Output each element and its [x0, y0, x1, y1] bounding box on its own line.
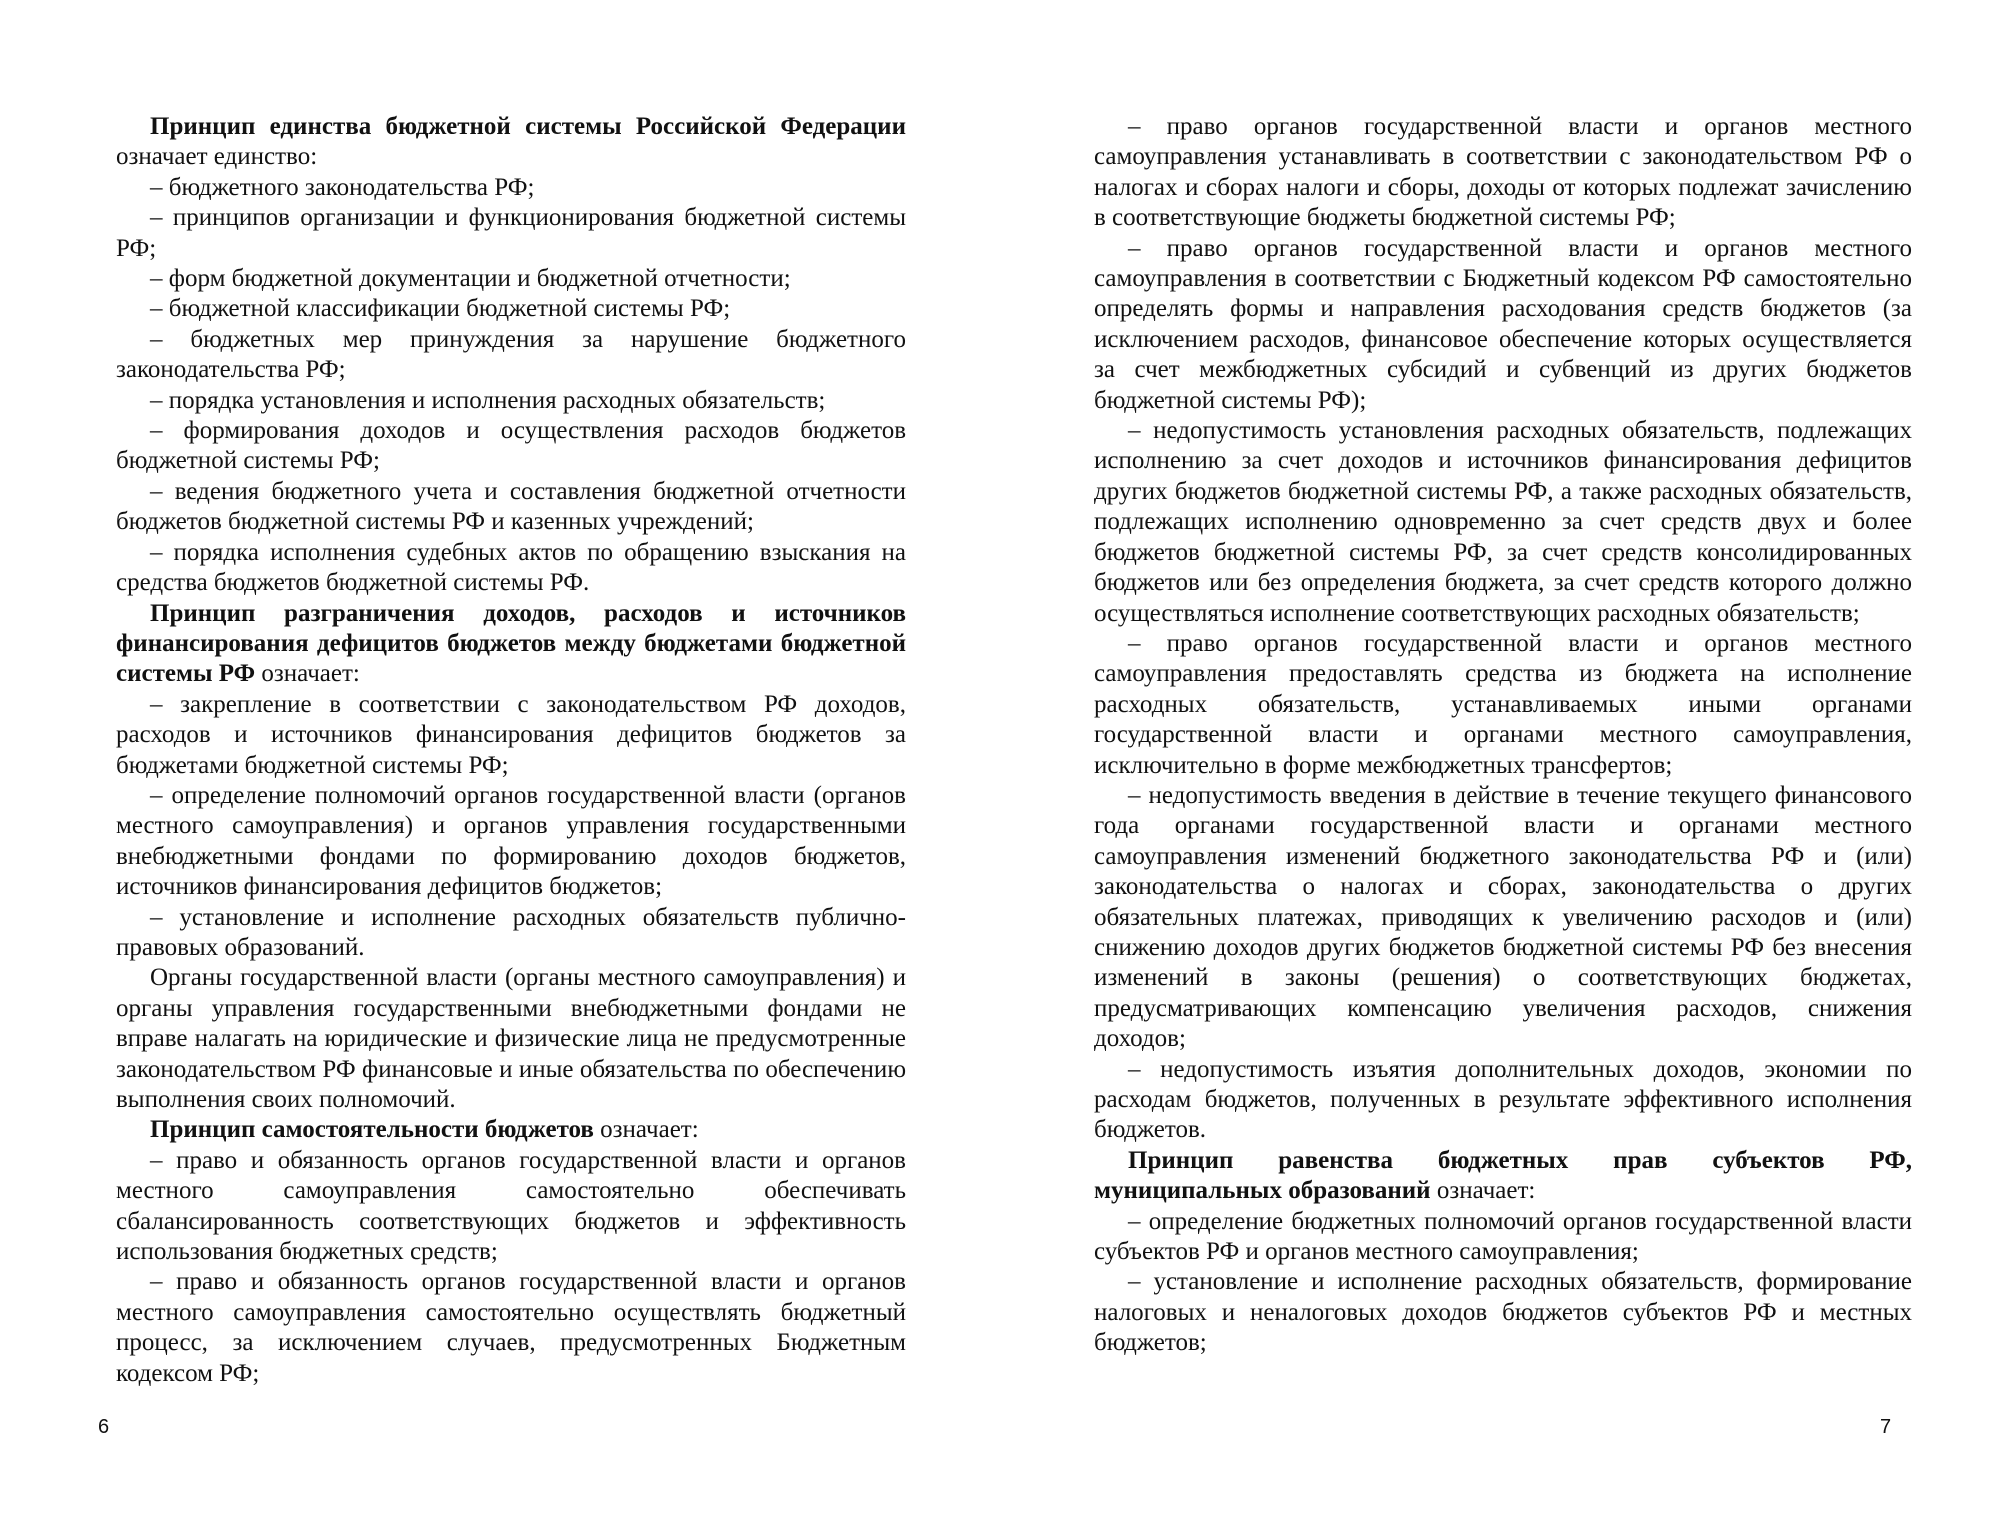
list-item: – право органов государственной власти и органов местного самоуправления устанавливать в соответствии с законодательством РФ о налогах и сборах налоги и сборы, доходы от которых подлежат зачислению в соответствующие бюджеты бюджетной системы РФ; — [1094, 113, 1912, 232]
paragraph: Принцип самостоятельности бюджетов означает: — [150, 1116, 699, 1144]
list-item: – недопустимость изъятия дополнительных доходов, экономии по расходам бюджетов, полученных в результате эффективного исполнения бюджетов. — [1094, 1055, 1912, 1144]
list-item: – недопустимость установления расходных обязательств, подлежащих исполнению за счет доходов и источников финансирования дефицитов других бюджетов бюджетной системы РФ, а также расходных обязательств, подлежащих исполнению одновременно за счет средств двух и более бюджетов бюджетной системы РФ, за счет средств консолидированных бюджетов или без определения бюджета, за счет средств которого должно осуществляться исполнение соответствующих расходных обязательств; — [1094, 417, 1912, 627]
list-item: – закрепление в соответствии с законодательством РФ доходов, расходов и источников финансирования дефицитов бюджетов за бюджетами бюджетной системы РФ; — [116, 690, 906, 779]
paragraph: Принцип равенства бюджетных прав субъектов РФ, муниципальных образований означает: — [1094, 1146, 1912, 1205]
list-item: – право органов государственной власти и органов местного самоуправления предоставлять средства из бюджета на исполнение расходных обязательств, устанавливаемых иными органами государственной власти и органами местного самоуправления, исключительно в форме межбюджетных трансфертов; — [1094, 629, 1912, 779]
bold-heading: Принцип равенства бюджетных прав субъектов РФ, муниципальных образований — [1094, 1146, 1912, 1205]
list-item: – бюджетной классификации бюджетной системы РФ; — [150, 295, 731, 323]
list-item: – принципов организации и функционирования бюджетной системы РФ; — [116, 204, 906, 262]
page-number-right: 7 — [1880, 1416, 1892, 1438]
list-item: – право и обязанность органов государственной власти и органов местного самоуправления самостоятельно обеспечивать сбалансированность соответствующих бюджетов и эффективность использования бюджетных средств; — [116, 1146, 906, 1266]
list-item: – бюджетных мер принуждения за нарушение бюджетного законодательства РФ; — [116, 325, 906, 384]
list-item: – порядка исполнения судебных актов по обращению взыскания на средства бюджетов бюджетной системы РФ. — [116, 538, 906, 597]
bold-heading: Принцип самостоятельности бюджетов — [150, 1116, 594, 1144]
paragraph: Принцип разграничения доходов, расходов и источников финансирования дефицитов бюджетов между бюджетами бюджетной системы РФ означает: — [116, 599, 906, 688]
list-item: – установление и исполнение расходных обязательств публично-правовых образований. — [116, 903, 906, 961]
list-item: – порядка установления и исполнения расходных обязательств; — [150, 386, 826, 414]
bold-heading: Принцип единства бюджетной системы Российской Федерации — [150, 113, 906, 140]
list-item: – форм бюджетной документации и бюджетной отчетности; — [150, 265, 791, 293]
paragraph: Органы государственной власти (органы местного самоуправления) и органы управления государственными внебюджетными фондами не вправе налагать на юридические и физические лица не предусмотренные законодательством РФ финансовые и иные обязательства по обеспечению выполнения своих полномочий. — [116, 964, 906, 1113]
paragraph: Принцип единства бюджетной системы Российской Федерации означает единство: — [116, 113, 906, 171]
list-item: – формирования доходов и осуществления расходов бюджетов бюджетной системы РФ; — [116, 417, 906, 475]
list-item: – бюджетного законодательства РФ; — [150, 173, 535, 201]
list-item: – ведения бюджетного учета и составления бюджетной отчетности бюджетов бюджетной системы РФ и казенных учреждений; — [116, 477, 906, 536]
bold-heading: Принцип разграничения доходов, расходов и источников финансирования дефицитов бюджетов между бюджетами бюджетной системы РФ — [116, 599, 906, 688]
list-item: – определение полномочий органов государственной власти (органов местного самоуправления) и органов управления государственными внебюджетными фондами по формированию доходов бюджетов, источников финансирования дефицитов бюджетов; — [116, 781, 906, 901]
page-number-left: 6 — [98, 1416, 110, 1438]
list-item: – определение бюджетных полномочий органов государственной власти субъектов РФ и органов местного самоуправления; — [1094, 1207, 1912, 1266]
list-item: – недопустимость введения в действие в течение текущего финансового года органами государственной власти и органами местного самоуправления изменений бюджетного законодательства РФ и (или) законодательства о налогах и сборах, законодательства о других обязательных платежах, приводящих к увеличению расходов и (или) снижению доходов других бюджетов бюджетной системы РФ без внесения изменений в законы (решения) о соответствующих бюджетах, предусматривающих компенсацию увеличения расходов, снижения доходов; — [1094, 781, 1912, 1053]
right-page — [1094, 112, 1912, 1359]
left-page — [116, 112, 906, 1389]
list-item: – право и обязанность органов государственной власти и органов местного самоуправления самостоятельно осуществлять бюджетный процесс, за исключением случаев, предусмотренных Бюджетным кодексом РФ; — [116, 1268, 906, 1387]
list-item: – право органов государственной власти и органов местного самоуправления в соответствии с Бюджетный кодексом РФ самостоятельно определять формы и направления расходования средств бюджетов (за исключением расходов, финансовое обеспечение которых осуществляется за счет межбюджетных субсидий и субвенций из других бюджетов бюджетной системы РФ); — [1094, 234, 1912, 414]
list-item: – установление и исполнение расходных обязательств, формирование налоговых и неналоговых доходов бюджетов субъектов РФ и местных бюджетов; — [1094, 1268, 1912, 1357]
